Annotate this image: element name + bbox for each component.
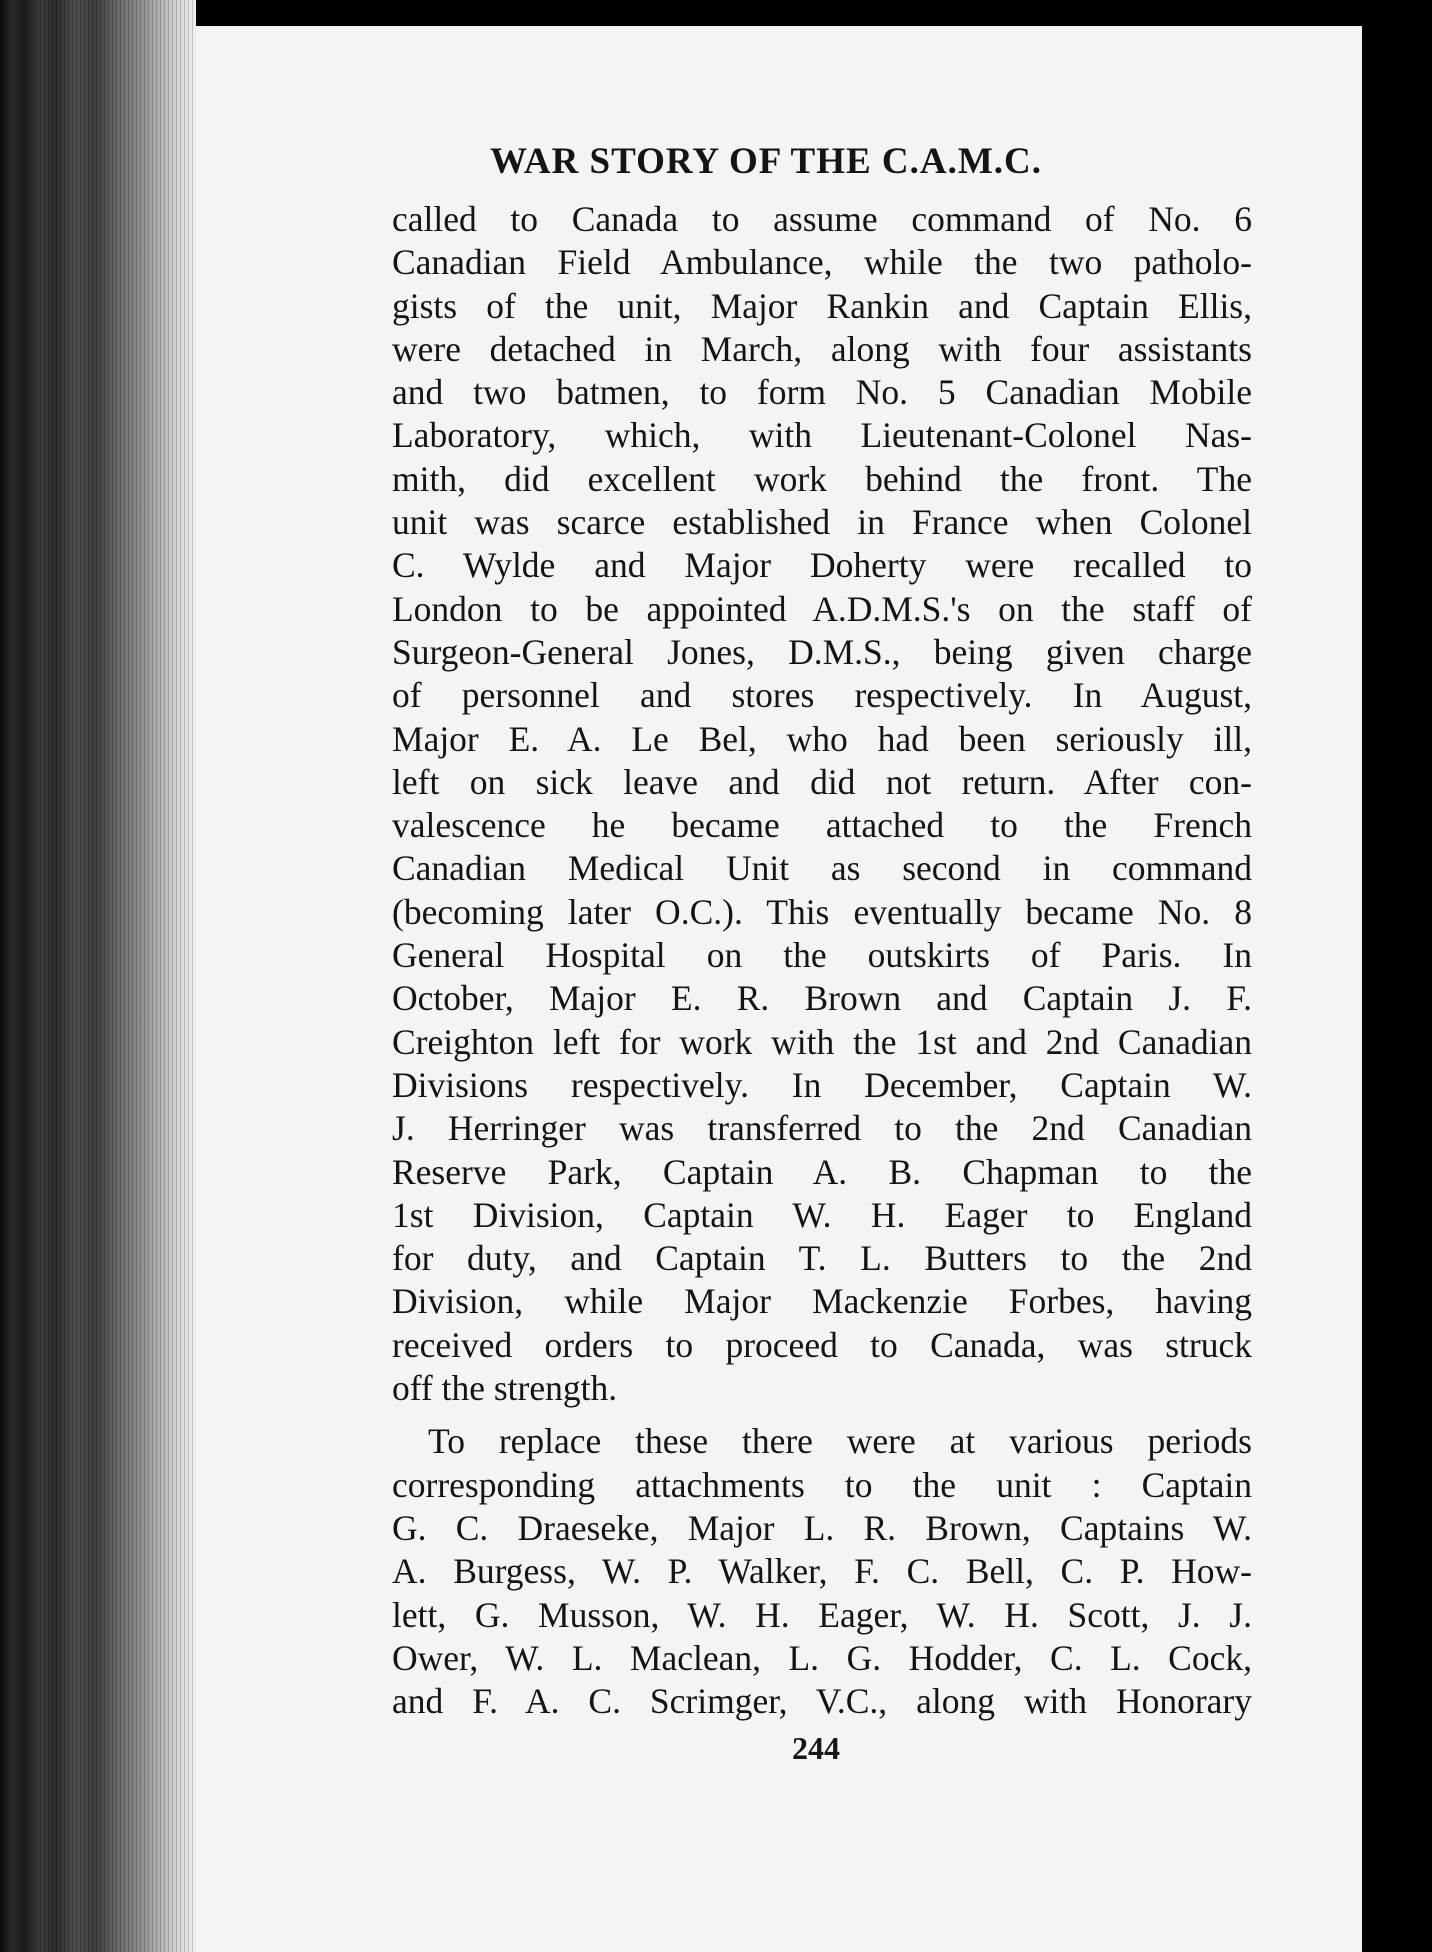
page-right-margin (1352, 26, 1362, 1952)
paragraph-1 (392, 198, 1252, 1410)
text-line: To replace these there were at various periods (428, 1421, 1252, 1462)
text-line: Major E. A. Le Bel, who had been seriously ill, (392, 718, 1252, 759)
text-line: London to be appointed A.D.M.S.'s on the staff of (392, 588, 1252, 629)
text-line: Laboratory, which, with Lieutenant-Colonel Nas- (392, 415, 1252, 456)
text-line: and two batmen, to form No. 5 Canadian Mobile (392, 372, 1252, 413)
paragraph-gap (392, 1410, 1252, 1420)
text-line: corresponding attachments to the unit : Captain (392, 1464, 1252, 1505)
running-head: WAR STORY OF THE C.A.M.C. (489, 141, 1043, 182)
text-line: received orders to proceed to Canada, was struck (392, 1324, 1252, 1365)
right-border (1362, 0, 1432, 1952)
text-line: and F. A. C. Scrimger, V.C., along with Honorary (392, 1681, 1252, 1722)
text-line: Canadian Field Ambulance, while the two patholo- (392, 242, 1252, 283)
text-line: G. C. Draeseke, Major L. R. Brown, Captains W. (392, 1507, 1252, 1548)
text-line: Creighton left for work with the 1st and 2nd Canadian (392, 1021, 1252, 1062)
text-line: J. Herringer was transferred to the 2nd Canadian (392, 1108, 1252, 1149)
text-line: lett, G. Musson, W. H. Eager, W. H. Scott, J. J. (392, 1594, 1252, 1635)
text-line: were detached in March, along with four assistants (392, 328, 1252, 369)
text-line: Divisions respectively. In December, Captain W. (392, 1064, 1252, 1105)
text-line: Canadian Medical Unit as second in command (392, 848, 1252, 889)
text-line: C. Wylde and Major Doherty were recalled to (392, 545, 1252, 586)
text-line: mith, did excellent work behind the front. The (392, 458, 1252, 499)
text-line: of personnel and stores respectively. In August, (392, 675, 1252, 716)
text-line: October, Major E. R. Brown and Captain J. F. (392, 978, 1252, 1019)
text-line: 1st Division, Captain W. H. Eager to England (392, 1194, 1252, 1235)
text-line: Surgeon-General Jones, D.M.S., being given charge (392, 631, 1252, 672)
text-line: off the strength. (392, 1368, 618, 1409)
text-line: General Hospital on the outskirts of Paris. In (392, 935, 1252, 976)
text-line: valescence he became attached to the French (392, 805, 1252, 846)
page-edge-lines (40, 0, 200, 1952)
text-line: gists of the unit, Major Rankin and Captain Ellis, (392, 285, 1252, 326)
paragraph-2 (392, 1420, 1252, 1723)
text-line: Reserve Park, Captain A. B. Chapman to the (392, 1151, 1252, 1192)
top-border (196, 0, 1362, 26)
text-line: called to Canada to assume command of No. 6 (392, 199, 1252, 239)
body-text (392, 198, 1252, 1723)
text-line: (becoming later O.C.). This eventually became No. 8 (392, 891, 1252, 932)
text-line: left on sick leave and did not return. After con- (392, 761, 1252, 802)
text-line: for duty, and Captain T. L. Butters to the 2nd (392, 1238, 1252, 1279)
text-line: Division, while Major Mackenzie Forbes, having (392, 1281, 1252, 1322)
text-line: Ower, W. L. Maclean, L. G. Hodder, C. L. Cock, (392, 1637, 1252, 1678)
text-line: A. Burgess, W. P. Walker, F. C. Bell, C. P. How- (392, 1551, 1252, 1592)
page-number: 244 (792, 1730, 840, 1766)
text-line: unit was scarce established in France when Colonel (392, 502, 1252, 543)
